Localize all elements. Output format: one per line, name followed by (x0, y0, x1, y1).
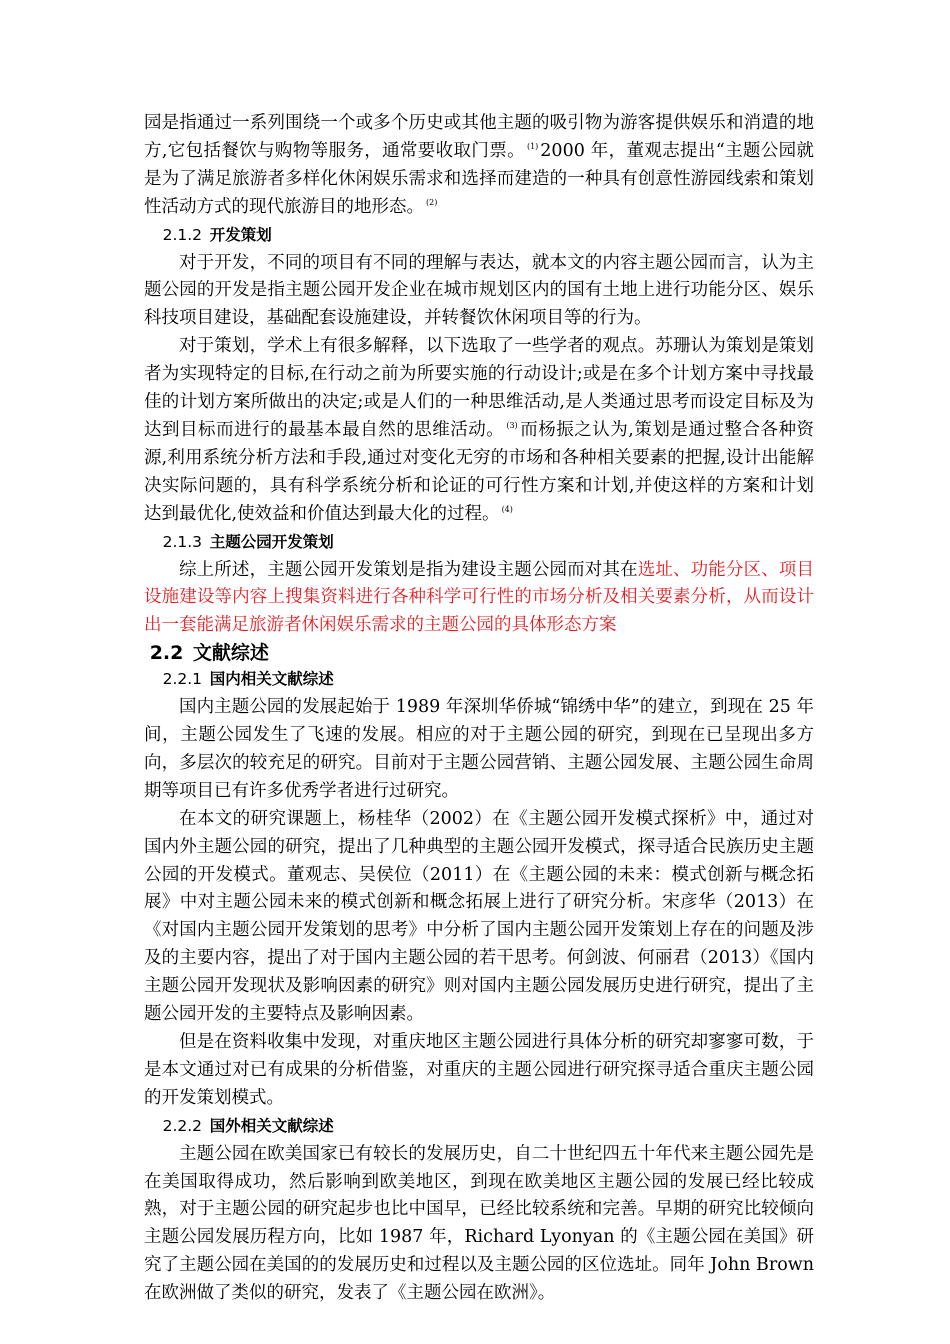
paragraph-summary: 综上所述，主题公园开发策划是指为建设主题公园而对其在选址、功能分区、项目设施建设等内容上搜集资料进行各种科学可行性的市场分析及相关要素分析，从而设计出一套能满足旅游者休闲娱乐需求的主题公园的具体形态方案 (144, 559, 815, 636)
footnote-ref-1[interactable]: (1) (526, 141, 539, 151)
footnote-ref-2[interactable]: (2) (426, 197, 438, 207)
paragraph-foreign-research: 主题公园在欧美国家已有较长的发展历史，自二十世纪四五十年代来主题公园先是在美国取得成功，然后影响到欧美地区，到现在欧美地区主题公园的发展已经比较成熟，对于主题公园的研究起步也比中国早，已经比较系统和完善。早期的研究比较倾向主题公园发展历程方向，比如 1987 年，Richard Lyonyan 的《主题公园在美国》研究了主题公园在美国的的发展历史和过程以及主题公园的区位选址。同年 John Brown 在欧洲做了类似的研究，发表了《主题公园在欧洲》。 (144, 1143, 814, 1304)
footnote-ref-4[interactable]: (4) (501, 504, 513, 514)
paragraph-domestic-research: 在本文的研究课题上，杨桂华（2002）在《主题公园开发模式探析》中，通过对国内外主题公园的研究，提出了几种典型的主题公园开发模式，探寻适合民族历史主题公园的开发模式。董观志、吴侯位（2011）在《主题公园的未来：模式创新与概念拓展》中对主题公园未来的模式创新和概念拓展上进行了研究分析。宋彦华（2013）在《对国内主题公园开发策划的思考》中分析了国内主题公园开发策划上存在的问题及涉及的主要内容，提出了对于国内主题公园的若干思考。何剑波、何丽君（2013）《国内主题公园开发现状及影响因素的研究》则对国内主题公园发展历史进行研究，提出了主题公园开发的主要特点及影响因素。 (144, 808, 814, 1025)
paragraph-theme-park-definition: 园是指通过一系列围绕一个或多个历史或其他主题的吸引物为游客提供娱乐和消遣的地方,它包括餐饮与购物等服务，通常要收取门票。 $^{(1)}$ 2000 年，董观志提出“主题公园就是为了满足旅游者多样化休闲娱乐需求和选择而建造的一种具有创意性游园线索和策划性活动方式的现代旅游目的地形态。 $^{(2)}$ (144, 113, 815, 217)
heading-2-2-1: 2.2.1 国内相关文献综述 (162, 670, 334, 689)
footnote-ref-3[interactable]: (3) (506, 420, 518, 430)
paragraph-planning: 对于策划，学术上有很多解释，以下选取了一些学者的观点。苏珊认为策划是策划者为实现特定的目标,在行动之前为所要实施的行动设计;或是在多个计划方案中寻找最佳的计划方案所做出的决定;或是人们的一种思维活动,是人类通过思考而设定目标及为达到目标而进行的最基本最自然的思维活动。 $^{(3)}$ 而杨振之认为,策划是通过整合各种资源,利用系统分析方法和手段,通过对变化无穷的市场和各种相关要素的把握,设计出能解决实际问题的，具有科学系统分析和论证的可行性方案和计划,并使这样的方案和计划达到最优化,使效益和价值达到最大化的过程。 $^{(4)}$ (144, 336, 815, 524)
heading-2-2: 2.2 文献综述 (149, 642, 269, 665)
heading-2-1-2: 2.1.2 开发策划 (162, 225, 272, 244)
heading-2-1-3: 2.1.3 主题公园开发策划 (162, 532, 334, 551)
heading-2-2-2: 2.2.2 国外相关文献综述 (162, 1116, 334, 1135)
paragraph-domestic-history: 国内主题公园的发展起始于 1989 年深圳华侨城“锦绣中华”的建立，到现在 25 年间，主题公园发生了飞速的发展。相应的对于主题公园的研究，到现在已呈现出多方向，多层次的较充足的研究。目前对于主题公园营销、主题公园发展、主题公园生命周期等项目已有许多优秀学者进行过研究。 (144, 697, 814, 801)
document-page (144, 110, 814, 1308)
paragraph-development: 对于开发，不同的项目有不同的理解与表达，就本文的内容主题公园而言，认为主题公园的开发是指主题公园开发企业在城市规划区内的国有土地上进行功能分区、娱乐科技项目建设，基础配套设施建设，并转餐饮休闲项目等的行为。 (144, 252, 814, 329)
highlighted-text: 选址、功能分区、项目设施建设等内容上搜集资料进行各种科学可行性的市场分析及相关要素分析，从而设计出一套能满足旅游者休闲娱乐需求的主题公园的具体形态方案 (144, 559, 815, 636)
paragraph-chongqing-gap: 但是在资料收集中发现，对重庆地区主题公园进行具体分析的研究却寥寥可数，于是本文通过对已有成果的分析借鉴，对重庆的主题公园进行研究探寻适合重庆主题公园的开发策划模式。 (144, 1032, 814, 1108)
